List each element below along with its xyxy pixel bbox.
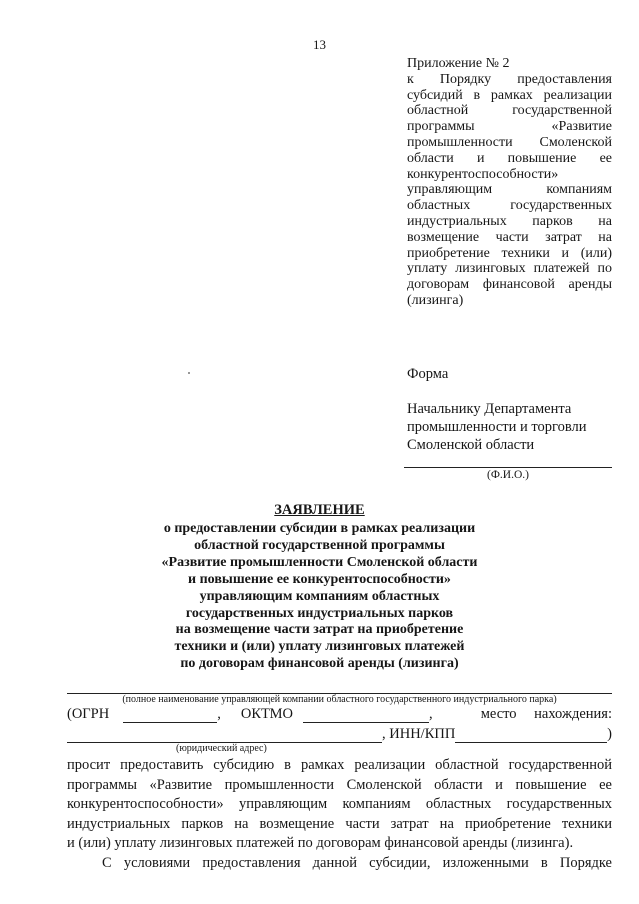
company-name-caption: (полное наименование управляющей компании областного государственного индустриального парка) (122, 694, 557, 705)
inn-kpp-label: , ИНН/КПП (382, 726, 456, 742)
appendix-block (407, 56, 612, 309)
oktmo-blank[interactable] (303, 708, 429, 723)
close-paren: ) (607, 726, 612, 742)
addressee-line: промышленности и торговли (407, 419, 587, 435)
subtitle-line: техники и (или) уплату лизинговых платежей (174, 639, 465, 655)
fio-caption: (Ф.И.О.) (487, 469, 529, 481)
ogrn-blank[interactable] (123, 708, 217, 723)
appendix-line: Приложение № 2 (407, 56, 510, 71)
comma: , (217, 706, 221, 722)
statement-title: ЗАЯВЛЕНИЕ (274, 502, 365, 518)
appendix-line: субсидий в рамках реализации (407, 87, 612, 103)
addressee-block (407, 400, 587, 454)
appendix-line: приобретение техники и (или) (407, 245, 612, 261)
appendix-line: индустриальных парков на (407, 213, 612, 229)
legal-address-blank[interactable] (67, 728, 382, 743)
appendix-line: области и повышение ее (407, 150, 612, 166)
form-label: Форма (407, 366, 449, 382)
appendix-line: конкурентоспособности» (407, 166, 559, 182)
requisites-row (67, 706, 612, 723)
scan-speck (188, 372, 190, 374)
appendix-line: промышленности Смоленской (407, 134, 612, 150)
addressee-line: Начальнику Департамента (407, 401, 572, 417)
subtitle-line: государственных индустриальных парков (185, 605, 454, 621)
appendix-line: областной государственной (407, 103, 612, 119)
body-line: программы «Развитие промышленности Смоленской области и повышение ее (67, 776, 612, 793)
appendix-line: уплату лизинговых платежей по (407, 261, 612, 277)
page-number: 13 (313, 37, 326, 52)
inn-kpp-blank[interactable] (455, 728, 607, 743)
subtitle-line: управляющим компаниям областных (199, 588, 440, 604)
appendix-line: управляющим компаниям (407, 182, 612, 198)
subtitle-line: по договорам финансовой аренды (лизинга) (180, 656, 459, 672)
subtitle-line: областной государственной программы (194, 537, 445, 553)
body-line: просит предоставить субсидию в рамках реализации областной государственной (67, 757, 612, 773)
subtitle-line: на возмещение части затрат на приобретение (175, 622, 464, 638)
appendix-line: к Порядку предоставления (407, 71, 612, 87)
statement-subtitle (100, 521, 539, 673)
appendix-line: возмещение части затрат на (407, 229, 612, 245)
appendix-line: областных государственных (407, 198, 612, 214)
subtitle-line: «Развитие промышленности Смоленской области (161, 554, 478, 570)
appendix-line: договорам финансовой аренды (407, 277, 612, 293)
body-line: индустриальных парков на возмещение части затрат на приобретение техники (67, 815, 612, 832)
body-text (67, 756, 612, 873)
legal-address-caption: (юридический адрес) (176, 743, 267, 754)
appendix-line: (лизинга) (407, 292, 464, 308)
ogrn-label: (ОГРН (67, 706, 110, 722)
subtitle-line: и повышение ее конкурентоспособности» (188, 571, 451, 587)
address-row (67, 726, 612, 743)
body-line: С условиями предоставления данной субсидии, изложенными в Порядке (102, 854, 612, 871)
comma: , (429, 706, 433, 722)
body-line: конкурентоспособности» управляющим компаниям областных государственных (67, 796, 612, 812)
oktmo-label: ОКТМО (240, 706, 294, 722)
subtitle-line: о предоставлении субсидии в рамках реализации (163, 521, 476, 536)
fio-blank-line[interactable] (404, 467, 612, 468)
addressee-line: Смоленской области (407, 437, 535, 453)
appendix-line: программы «Развитие (407, 119, 612, 135)
location-label: место нахождения: (480, 706, 612, 722)
body-line: и (или) уплату лизинговых платежей по договорам финансовой аренды (лизинга). (67, 835, 574, 851)
